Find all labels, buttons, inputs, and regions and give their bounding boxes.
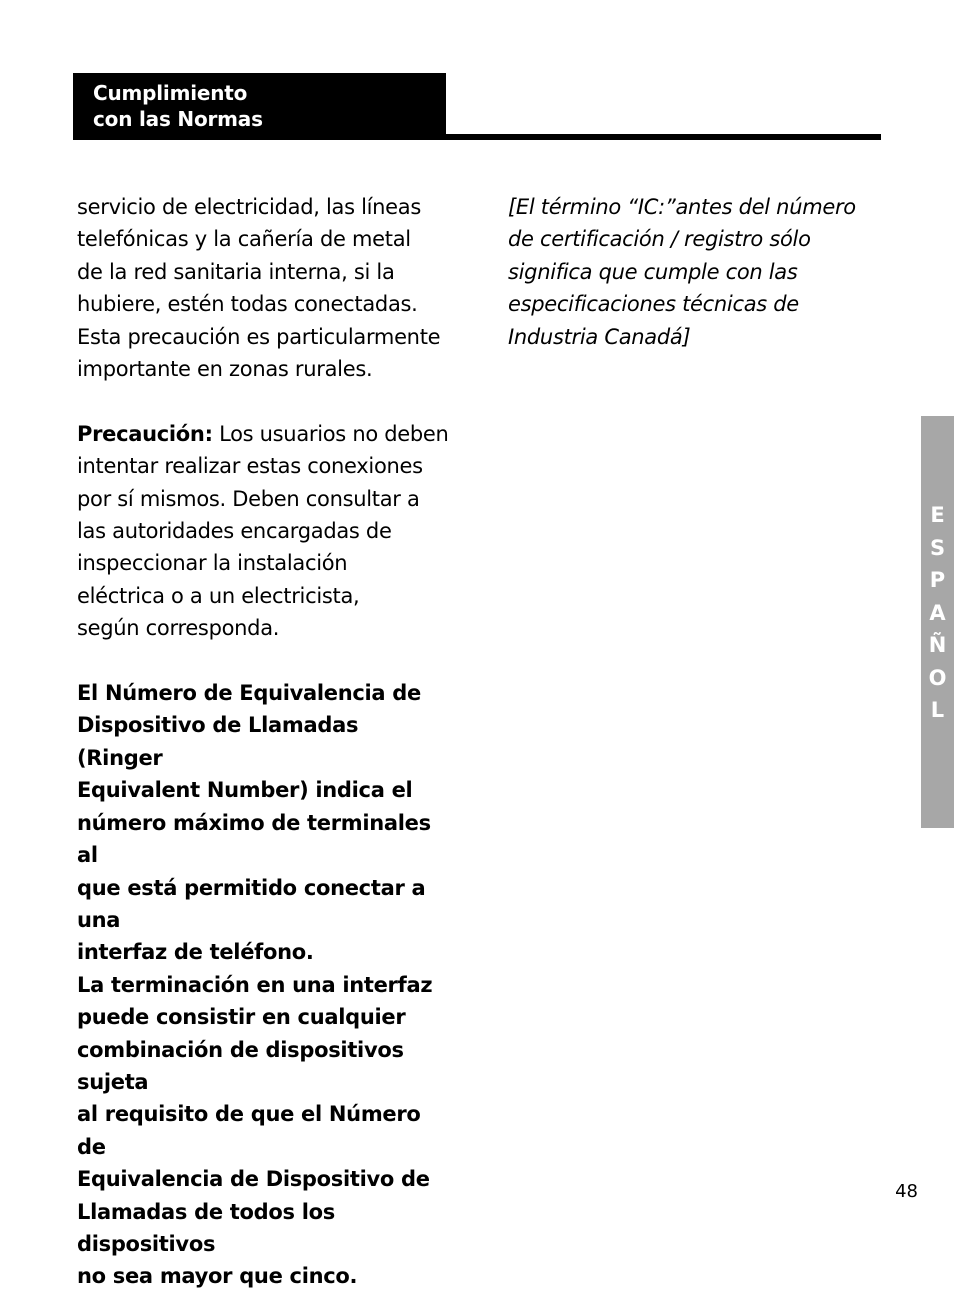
text-line: de la red sanitaria interna, si la [77, 259, 395, 284]
text-line: que está permitido conectar a una [77, 875, 426, 932]
paragraph-gap [77, 385, 449, 417]
paragraph-caution [77, 418, 449, 645]
text-line: servicio de electricidad, las líneas [77, 195, 421, 219]
text-line: Equivalent Number) indica el [77, 778, 413, 803]
text-line: telefónicas y la cañería de metal [77, 227, 411, 252]
page-number: 48 [895, 1181, 918, 1202]
section-title-line-1: Cumplimiento [93, 81, 248, 105]
text-line: al requisito de que el Número de [77, 1102, 421, 1159]
tab-letter: Ñ [928, 633, 947, 657]
tab-letter: E [930, 503, 945, 527]
language-tab [921, 416, 954, 828]
text-line: interfaz de teléfono. [77, 940, 314, 965]
paragraph-gap [77, 645, 449, 677]
header-rule [73, 134, 881, 140]
left-column [77, 191, 449, 1293]
language-tab-label [921, 499, 954, 727]
right-column [508, 191, 878, 353]
text-line: especificaciones técnicas de [508, 292, 799, 317]
text-line: eléctrica o a un electricista, [77, 583, 360, 608]
tab-letter: L [930, 698, 945, 722]
text-line: Llamadas de todos los dispositivos [77, 1199, 335, 1256]
text-line: Industria Canadá] [508, 324, 691, 349]
tab-letter: P [929, 568, 946, 592]
text-line: significa que cumple con las [508, 259, 798, 284]
text-line: [El término “IC:”antes del número [508, 195, 856, 219]
text-line: inspeccionar la instalación [77, 551, 348, 576]
text-line: Dispositivo de Llamadas (Ringer [77, 713, 359, 770]
paragraph-grounding [77, 191, 449, 385]
text-line: combinación de dispositivos sujeta [77, 1037, 404, 1094]
text-line: no sea mayor que cinco. [77, 1264, 358, 1289]
text-line: por sí mismos. Deben consultar a [77, 486, 420, 511]
text-line: El Número de Equivalencia de [77, 681, 421, 706]
caution-label: Precaución: [77, 421, 213, 446]
text-line: Los usuarios no deben [212, 421, 449, 446]
text-line: La terminación en una interfaz [77, 972, 433, 997]
tab-letter: S [929, 535, 946, 560]
paragraph-ic-note [508, 191, 878, 353]
text-line: Esta precaución es particularmente [77, 324, 441, 349]
text-line: importante en zonas rurales. [77, 357, 373, 382]
text-line: intentar realizar estas conexiones [77, 454, 423, 479]
paragraph-ren [77, 677, 449, 1293]
text-line: de certificación / registro sólo [508, 227, 811, 252]
text-line: número máximo de terminales al [77, 810, 431, 868]
tab-letter: A [929, 600, 946, 625]
text-line: según corresponda. [77, 616, 280, 641]
tab-letter: O [928, 665, 947, 690]
text-line: las autoridades encargadas de [77, 519, 392, 544]
text-line: hubiere, estén todas conectadas. [77, 292, 418, 317]
text-line: puede consistir en cualquier [77, 1005, 406, 1030]
text-line: Equivalencia de Dispositivo de [77, 1167, 430, 1192]
section-header [73, 73, 446, 137]
section-title-line-2: con las Normas [93, 107, 263, 131]
section-title [93, 80, 263, 132]
